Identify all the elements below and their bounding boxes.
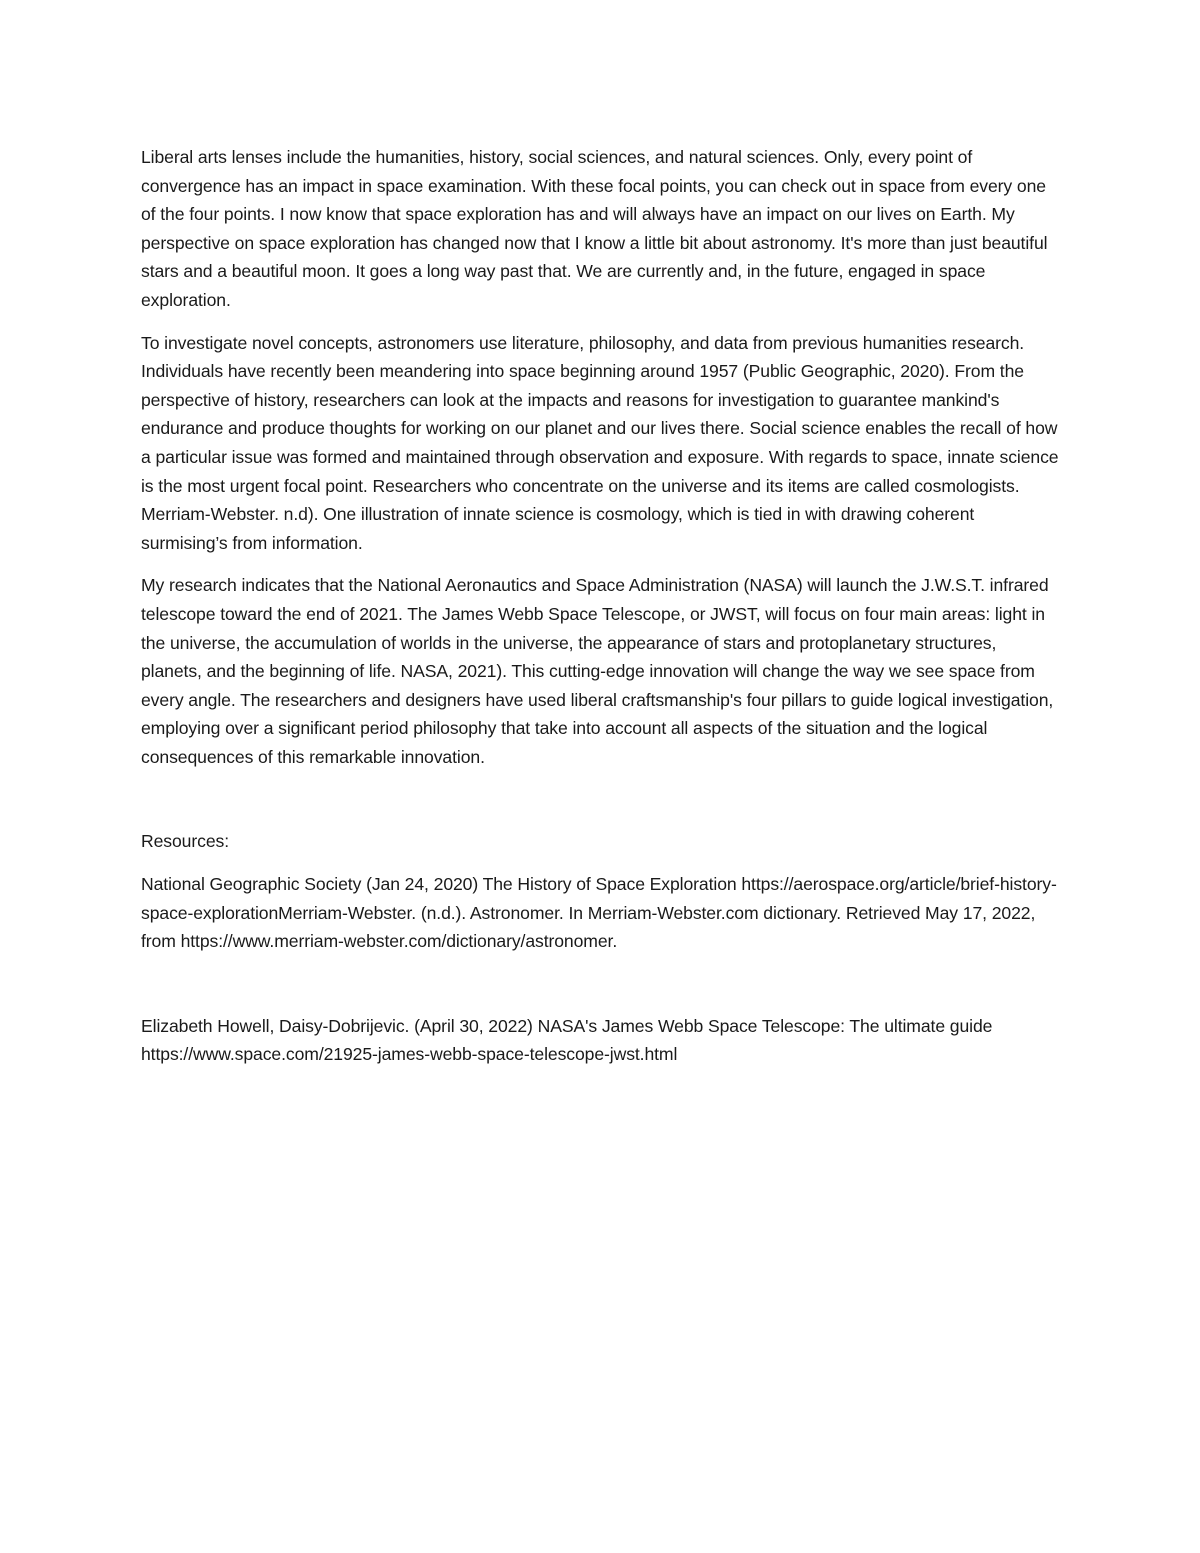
- paragraph-research-jwst: My research indicates that the National Aeronautics and Space Administration (NASA) will launch the J.W.S.T. infrared telescope toward the end of 2021. The James Webb Space Telescope, or JWST, will focus on four main areas: light in the universe, the accumulation of worlds in the universe, the appearance of stars and protoplanetary structures, planets, and the beginning of life. NASA, 2021). This cutting-edge innovation will change the way we see space from every angle. The researchers and designers have used liberal craftsmanship's four pillars to guide logical investigation, employing over a significant period philosophy that take into account all aspects of the situation and the logical consequences of this remarkable innovation.: [141, 575, 1054, 767]
- spacer: [141, 956, 1061, 1012]
- reference-entry: Elizabeth Howell, Daisy-Dobrijevic. (April 30, 2022) NASA's James Webb Space Telescope: The ultimate guide https://www.space.com/21925-james-webb-space-telescope-jwst.html: [141, 1015, 993, 1065]
- spacer: [141, 785, 1061, 827]
- resources-heading: Resources:: [141, 831, 229, 852]
- paragraph-liberal-arts: Liberal arts lenses include the humanities, history, social sciences, and natural sciences. Only, every point of convergence has an impact in space examination. With these focal points, you can check out in space from every one of the four points. I now know that space exploration has and will always have an impact on our lives on Earth. My perspective on space exploration has changed now that I know a little bit about astronomy. It's more than just beautiful stars and a beautiful moon. It goes a long way past that. We are currently and, in the future, engaged in space exploration.: [141, 147, 1048, 310]
- document-body: [141, 143, 1061, 1069]
- paragraph-investigation: To investigate novel concepts, astronomers use literature, philosophy, and data from previous humanities research. Individuals have recently been meandering into space beginning around 1957 (Public Geographic, 2020). From the perspective of history, researchers can look at the impacts and reasons for investigation to guarantee mankind's endurance and produce thoughts for working on our planet and our lives there. Social science enables the recall of how a particular issue was formed and maintained through observation and exposure. With regards to space, innate science is the most urgent focal point. Researchers who concentrate on the universe and its items are called cosmologists. Merriam-Webster. n.d). One illustration of innate science is cosmology, which is tied in with drawing coherent surmising’s from information.: [141, 332, 1059, 553]
- reference-entry: National Geographic Society (Jan 24, 2020) The History of Space Exploration https://aerospace.org/article/brief-history-space-explorationMerriam-Webster. (n.d.). Astronomer. In Merriam-Webster.com dictionary. Retrieved May 17, 2022, from https://www.merriam-webster.com/dictionary/astronomer.: [141, 874, 1057, 952]
